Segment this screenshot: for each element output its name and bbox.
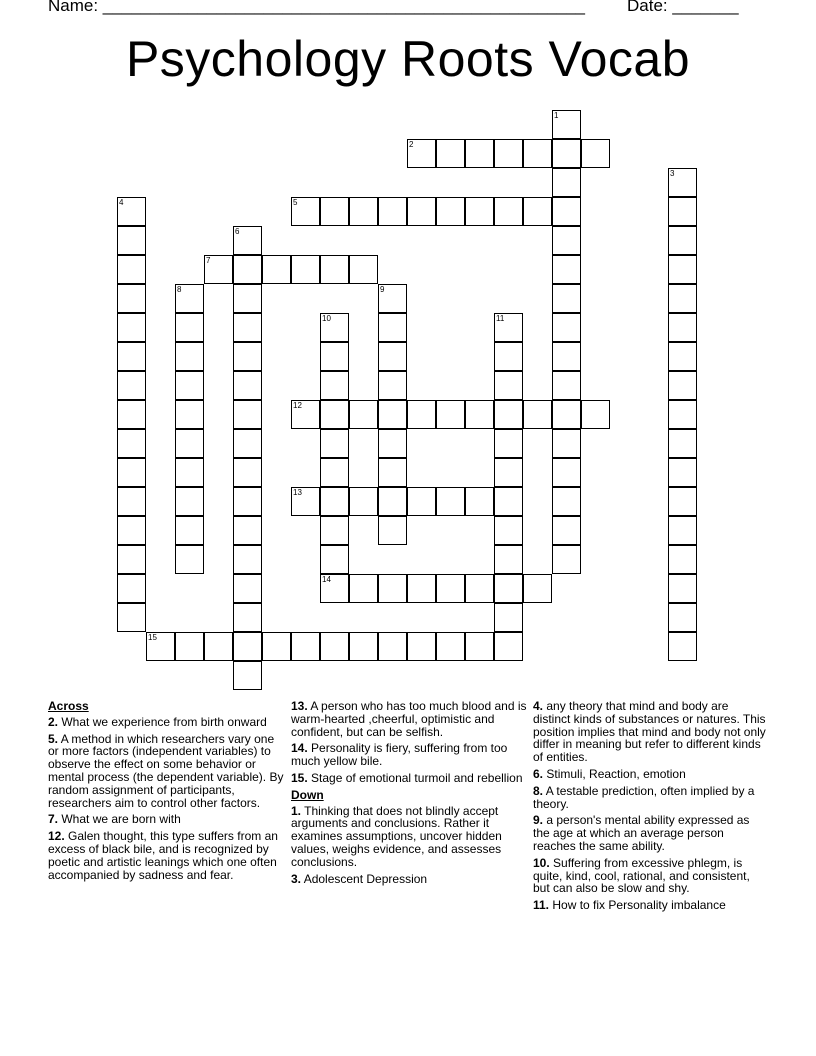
crossword-cell[interactable] <box>117 255 146 284</box>
cell-number: 14 <box>322 575 331 584</box>
crossword-cell[interactable] <box>175 429 204 458</box>
page-title: Psychology Roots Vocab <box>125 31 691 87</box>
crossword-cell[interactable] <box>552 255 581 284</box>
crossword-cell[interactable] <box>494 487 523 516</box>
crossword-cell[interactable] <box>117 429 146 458</box>
crossword-cell[interactable] <box>320 632 349 661</box>
crossword-cell[interactable] <box>204 632 233 661</box>
clue-down-9 <box>533 814 769 852</box>
crossword-cell[interactable] <box>233 429 262 458</box>
clue-number: 9. <box>533 813 544 828</box>
clue-number: 7. <box>48 812 59 827</box>
clue-text: Suffering from excessive phlegm, is quite, kind, cool, rational, and consistent, but can also be slow and shy. <box>533 855 750 896</box>
crossword-cell[interactable] <box>494 516 523 545</box>
crossword-cell[interactable] <box>494 400 523 429</box>
crossword-cell[interactable] <box>233 632 262 661</box>
cell-number: 4 <box>119 198 124 207</box>
cell-number: 9 <box>380 285 385 294</box>
crossword-cell[interactable] <box>320 458 349 487</box>
crossword-cell[interactable] <box>436 487 465 516</box>
clue-number: 4. <box>533 699 544 713</box>
clue-across-13 <box>291 700 527 738</box>
clue-number: 10. <box>533 855 550 870</box>
crossword-cell[interactable] <box>494 574 523 603</box>
crossword-cell[interactable] <box>552 371 581 400</box>
crossword-cell[interactable] <box>523 197 552 226</box>
crossword-cell[interactable] <box>320 197 349 226</box>
crossword-cell[interactable] <box>552 168 581 197</box>
down-heading: Down <box>291 787 324 802</box>
crossword-cell[interactable] <box>233 313 262 342</box>
crossword-cell[interactable] <box>233 516 262 545</box>
crossword-cell[interactable] <box>378 400 407 429</box>
crossword-cell[interactable] <box>668 284 697 313</box>
crossword-cell[interactable] <box>291 255 320 284</box>
crossword-cell[interactable] <box>117 226 146 255</box>
cell-number: 10 <box>322 314 331 323</box>
crossword-cell[interactable] <box>668 226 697 255</box>
crossword-cell[interactable] <box>233 342 262 371</box>
crossword-cell[interactable] <box>117 603 146 632</box>
clue-number: 5. <box>48 731 59 746</box>
crossword-cell[interactable] <box>407 632 436 661</box>
crossword-cell[interactable] <box>668 487 697 516</box>
crossword-cell[interactable] <box>233 284 262 313</box>
clue-number: 3. <box>291 871 302 886</box>
clue-across-5 <box>48 733 284 810</box>
clue-number: 2. <box>48 714 59 729</box>
crossword-cell[interactable] <box>117 458 146 487</box>
crossword-cell[interactable] <box>117 342 146 371</box>
crossword-cell[interactable] <box>233 371 262 400</box>
crossword-cell[interactable] <box>175 313 204 342</box>
cell-number: 2 <box>409 140 414 149</box>
clue-number: 1. <box>291 803 302 818</box>
name-field-label: Name: ___________________________________________________ <box>48 0 585 15</box>
crossword-cell[interactable] <box>494 313 523 342</box>
crossword-cell[interactable] <box>378 284 407 313</box>
clue-text: Personality is fiery, suffering from too much yellow bile. <box>291 741 508 769</box>
crossword-cell[interactable] <box>378 632 407 661</box>
clue-text: A method in which researchers vary one or more factors (independent variables) to observe the effect on some behavior or mental process (the dependent variable). By random assignment of participants, researchers aim to control other factors. <box>48 731 284 810</box>
clue-text: What we are born with <box>61 812 181 827</box>
crossword-cell[interactable] <box>117 284 146 313</box>
clue-number: 11. <box>533 898 550 913</box>
clue-column-1 <box>48 700 284 885</box>
clue-text: any theory that mind and body are distinct kinds of substances or natures. This position implies that mind and body not only differ in meaning but refer to different kinds of entities. <box>533 699 766 765</box>
crossword-cell[interactable] <box>552 487 581 516</box>
crossword-cell[interactable] <box>523 574 552 603</box>
crossword-cell[interactable] <box>175 632 204 661</box>
crossword-cell[interactable] <box>494 342 523 371</box>
crossword-cell[interactable] <box>349 400 378 429</box>
crossword-cell[interactable] <box>668 168 697 197</box>
crossword-cell[interactable] <box>668 342 697 371</box>
crossword-cell[interactable] <box>668 545 697 574</box>
crossword-cell[interactable] <box>436 400 465 429</box>
crossword-cell[interactable] <box>552 516 581 545</box>
clue-down-11 <box>533 899 769 912</box>
crossword-cell[interactable] <box>668 516 697 545</box>
clue-text: What we experience from birth onward <box>61 714 267 729</box>
crossword-cell[interactable] <box>436 197 465 226</box>
clue-text: How to fix Personality imbalance <box>552 898 726 913</box>
crossword-cell[interactable] <box>552 197 581 226</box>
crossword-cell[interactable] <box>233 603 262 632</box>
crossword-cell[interactable] <box>233 226 262 255</box>
clue-text: a person's mental ability expressed as the age at which an average person reaches the same ability. <box>533 813 750 853</box>
crossword-cell[interactable] <box>668 632 697 661</box>
crossword-cell[interactable] <box>175 284 204 313</box>
crossword-cell[interactable] <box>291 197 320 226</box>
crossword-cell[interactable] <box>494 139 523 168</box>
crossword-cell[interactable] <box>378 516 407 545</box>
clue-text: Stage of emotional turmoil and rebellion <box>311 770 523 785</box>
crossword-cell[interactable] <box>668 255 697 284</box>
crossword-cell[interactable] <box>117 371 146 400</box>
crossword-cell[interactable] <box>581 400 610 429</box>
crossword-cell[interactable] <box>552 545 581 574</box>
crossword-cell[interactable] <box>494 632 523 661</box>
crossword-cell[interactable] <box>320 255 349 284</box>
crossword-cell[interactable] <box>117 516 146 545</box>
crossword-cell[interactable] <box>175 400 204 429</box>
crossword-cell[interactable] <box>320 371 349 400</box>
cell-number: 6 <box>235 227 240 236</box>
clue-text: Adolescent Depression <box>303 871 428 886</box>
crossword-cell[interactable] <box>668 603 697 632</box>
clue-down-4 <box>533 700 769 764</box>
crossword-cell[interactable] <box>320 487 349 516</box>
crossword-cell[interactable] <box>349 574 378 603</box>
crossword-cell[interactable] <box>320 516 349 545</box>
crossword-cell[interactable] <box>320 429 349 458</box>
crossword-cell[interactable] <box>668 400 697 429</box>
crossword-cell[interactable] <box>204 255 233 284</box>
crossword-cell[interactable] <box>349 255 378 284</box>
clue-number: 15. <box>291 770 308 785</box>
crossword-cell[interactable] <box>552 342 581 371</box>
crossword-cell[interactable] <box>320 313 349 342</box>
crossword-cell[interactable] <box>233 487 262 516</box>
crossword-cell[interactable] <box>668 574 697 603</box>
clue-across-15 <box>291 772 527 785</box>
crossword-cell[interactable] <box>407 139 436 168</box>
clue-down-3 <box>291 873 527 886</box>
crossword-cell[interactable] <box>668 313 697 342</box>
crossword-cell[interactable] <box>117 574 146 603</box>
crossword-cell[interactable] <box>494 458 523 487</box>
clue-down-6 <box>533 768 769 781</box>
clue-text: Thinking that does not blindly accept arguments and conclusions. Rather it examines assumptions, uncover hidden values, weighs evidence, and assesses conclusions. <box>291 803 502 869</box>
crossword-cell[interactable] <box>175 371 204 400</box>
clue-number: 6. <box>533 766 544 781</box>
cell-number: 1 <box>554 111 559 120</box>
crossword-cell[interactable] <box>117 400 146 429</box>
cell-number: 7 <box>206 256 211 265</box>
crossword-cell[interactable] <box>378 371 407 400</box>
clue-number: 13. <box>291 699 308 713</box>
crossword-cell[interactable] <box>291 487 320 516</box>
clue-text: A testable prediction, often implied by a theory. <box>533 783 755 811</box>
crossword-cell[interactable] <box>320 400 349 429</box>
clue-column-3 <box>533 700 769 916</box>
crossword-cell[interactable] <box>668 458 697 487</box>
crossword-cell[interactable] <box>175 487 204 516</box>
crossword-cell[interactable] <box>494 603 523 632</box>
cell-number: 8 <box>177 285 182 294</box>
clue-text: A person who has too much blood and is warm-hearted ,cheerful, optimistic and confident, but can be selfish. <box>291 699 527 739</box>
cell-number: 13 <box>293 488 302 497</box>
crossword-cell[interactable] <box>465 139 494 168</box>
crossword-cell[interactable] <box>465 574 494 603</box>
crossword-cell[interactable] <box>262 632 291 661</box>
crossword-cell[interactable] <box>407 197 436 226</box>
crossword-cell[interactable] <box>233 661 262 690</box>
crossword-cell[interactable] <box>291 632 320 661</box>
crossword-cell[interactable] <box>378 313 407 342</box>
crossword-cell[interactable] <box>465 632 494 661</box>
crossword-cell[interactable] <box>117 487 146 516</box>
clue-text: Galen thought, this type suffers from an excess of black bile, and is recognized by poetic and artistic leanings which one often accompanied by sadness and fear. <box>48 829 278 882</box>
crossword-cell[interactable] <box>552 313 581 342</box>
crossword-cell[interactable] <box>117 197 146 226</box>
crossword-cell[interactable] <box>378 197 407 226</box>
crossword-cell[interactable] <box>407 400 436 429</box>
crossword-cell[interactable] <box>494 197 523 226</box>
crossword-cell[interactable] <box>349 487 378 516</box>
crossword-cell[interactable] <box>175 545 204 574</box>
crossword-cell[interactable] <box>465 487 494 516</box>
crossword-cell[interactable] <box>175 342 204 371</box>
crossword-cell[interactable] <box>552 139 581 168</box>
crossword-cell[interactable] <box>552 429 581 458</box>
crossword-cell[interactable] <box>581 139 610 168</box>
crossword-cell[interactable] <box>349 197 378 226</box>
crossword-cell[interactable] <box>465 400 494 429</box>
crossword-cell[interactable] <box>523 139 552 168</box>
cell-number: 12 <box>293 401 302 410</box>
crossword-cell[interactable] <box>494 371 523 400</box>
crossword-cell[interactable] <box>146 632 175 661</box>
crossword-cell[interactable] <box>407 574 436 603</box>
clue-text: Stimuli, Reaction, emotion <box>546 766 686 781</box>
clue-across-14 <box>291 742 527 768</box>
cell-number: 11 <box>496 314 505 323</box>
cell-number: 5 <box>293 198 298 207</box>
crossword-cell[interactable] <box>668 197 697 226</box>
crossword-cell[interactable] <box>378 487 407 516</box>
cell-number: 15 <box>148 633 157 642</box>
crossword-cell[interactable] <box>668 429 697 458</box>
across-heading: Across <box>48 699 89 713</box>
clue-down-8 <box>533 785 769 811</box>
crossword-cell[interactable] <box>552 284 581 313</box>
crossword-cell[interactable] <box>320 574 349 603</box>
crossword-cell[interactable] <box>233 574 262 603</box>
crossword-cell[interactable] <box>175 458 204 487</box>
crossword-cell[interactable] <box>378 342 407 371</box>
crossword-cell[interactable] <box>523 400 552 429</box>
crossword-cell[interactable] <box>117 545 146 574</box>
crossword-cell[interactable] <box>233 458 262 487</box>
crossword-cell[interactable] <box>291 400 320 429</box>
crossword-cell[interactable] <box>175 516 204 545</box>
clue-column-2 <box>291 700 527 889</box>
crossword-cell[interactable] <box>349 632 378 661</box>
crossword-cell[interactable] <box>494 429 523 458</box>
crossword-cell[interactable] <box>552 458 581 487</box>
clue-number: 12. <box>48 829 65 844</box>
clue-down-1 <box>291 805 527 869</box>
crossword-cell[interactable] <box>552 226 581 255</box>
crossword-cell[interactable] <box>552 110 581 139</box>
crossword-cell[interactable] <box>494 545 523 574</box>
crossword-cell[interactable] <box>233 400 262 429</box>
clue-across-12 <box>48 830 284 881</box>
crossword-cell[interactable] <box>117 313 146 342</box>
crossword-cell[interactable] <box>378 574 407 603</box>
clue-number: 14. <box>291 741 308 756</box>
clue-number: 8. <box>533 783 544 798</box>
crossword-cell[interactable] <box>320 342 349 371</box>
crossword-cell[interactable] <box>378 429 407 458</box>
crossword-cell[interactable] <box>378 458 407 487</box>
crossword-cell[interactable] <box>436 139 465 168</box>
crossword-cell[interactable] <box>233 255 262 284</box>
clue-across-7 <box>48 813 284 826</box>
crossword-cell[interactable] <box>552 400 581 429</box>
crossword-cell[interactable] <box>320 545 349 574</box>
date-field-label: Date: _______ <box>627 0 739 15</box>
crossword-cell[interactable] <box>233 545 262 574</box>
cell-number: 3 <box>670 169 675 178</box>
crossword-cell[interactable] <box>436 574 465 603</box>
crossword-cell[interactable] <box>668 371 697 400</box>
crossword-cell[interactable] <box>436 632 465 661</box>
crossword-cell[interactable] <box>407 487 436 516</box>
crossword-cell[interactable] <box>262 255 291 284</box>
clue-across-2 <box>48 716 284 729</box>
clue-down-10 <box>533 857 769 895</box>
crossword-cell[interactable] <box>465 197 494 226</box>
